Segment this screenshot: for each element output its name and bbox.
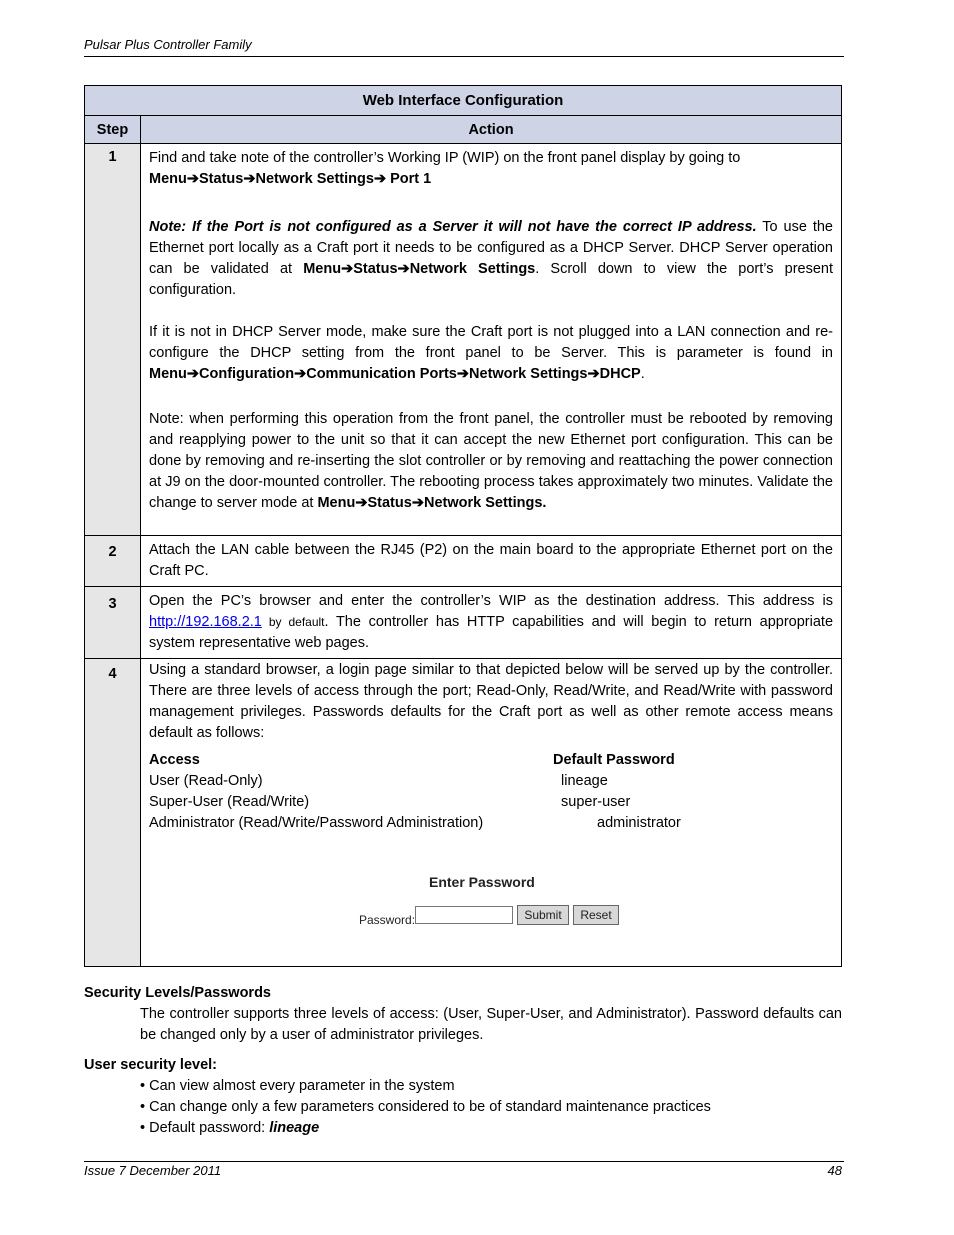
default-password: administrator <box>597 815 681 831</box>
user-security-heading: User security level: <box>84 1057 217 1073</box>
web-interface-config-table <box>84 85 842 967</box>
column-header-step: Step <box>85 116 141 144</box>
arrow-right-icon: ➔ <box>243 171 256 187</box>
arrow-right-icon: ➔ <box>373 171 387 187</box>
security-levels-heading: Security Levels/Passwords <box>84 985 271 1001</box>
step1-paragraph: Find and take note of the controller’s Working IP (WIP) on the front panel display by going to Menu➔Status➔Network Settings➔ Port 1 <box>149 150 741 187</box>
arrow-right-icon: ➔ <box>294 366 307 382</box>
arrow-right-icon: ➔ <box>397 261 410 277</box>
step-number: 1 <box>85 144 141 536</box>
access-column-header: Access <box>149 752 200 768</box>
footer-issue: Issue 7 December 2011 <box>84 1163 222 1178</box>
arrow-right-icon: ➔ <box>186 171 200 187</box>
step-action: Attach the LAN cable between the RJ45 (P2) on the main board to the appropriate Ethernet port on the Craft PC. <box>141 536 842 587</box>
password-input[interactable] <box>415 906 513 924</box>
running-header: Pulsar Plus Controller Family <box>84 37 252 52</box>
figure-gap-mask <box>318 960 665 963</box>
footer-rule <box>84 1161 844 1162</box>
list-item: • Can view almost every parameter in the system <box>140 1076 711 1097</box>
page-number: 48 <box>827 1163 842 1178</box>
list-item: • Default password: lineage <box>140 1118 711 1139</box>
password-column-header: Default Password <box>553 752 675 768</box>
step-action: Open the PC’s browser and enter the controller’s WIP as the destination address. This address is http://192.168.2.1 by default. The controller has HTTP capabilities and will begin to return appropriate system representative web pages. <box>141 587 842 659</box>
table-title: Web Interface Configuration <box>85 86 842 116</box>
arrow-right-icon: ➔ <box>456 366 470 382</box>
security-levels-paragraph: The controller supports three levels of access: (User, Super-User, and Administrator). Password defaults can be changed only by a user of administrator privileges. <box>140 1006 842 1043</box>
column-header-action: Action <box>141 116 842 144</box>
access-level: Administrator (Read/Write/Password Administration) <box>149 815 484 831</box>
table-row-step-3 <box>85 587 842 659</box>
login-form-screenshot <box>149 834 833 954</box>
step1-reboot-paragraph: Note: when performing this operation from the front panel, the controller must be rebooted by removing and reapplying power to the unit so that it can accept the new Ethernet port configuration. This can be done by removing and re-inserting the slot controller or by removing and reattaching the power connection at J9 on the door-mounted controller. The rebooting process takes approximately two minutes. Validate the change to server mode at Menu➔Status➔Network Settings. <box>149 411 833 511</box>
list-item: • Can change only a few parameters considered to be of standard maintenance practices <box>140 1097 711 1118</box>
default-password: lineage <box>561 773 608 789</box>
step-number: 2 <box>85 536 141 587</box>
access-level: Super-User (Read/Write) <box>149 794 310 810</box>
step1-note-paragraph: Note: If the Port is not configured as a Server it will not have the correct IP address. To use the Ethernet port locally as a Craft port it needs to be configured as a DHCP Server. DHCP Server operation can be validated at Menu➔Status➔Network Settings. Scroll down to view the port’s present configuration. <box>149 219 833 298</box>
access-level: User (Read-Only) <box>149 773 263 789</box>
arrow-right-icon: ➔ <box>341 261 354 277</box>
table-row-step-2 <box>85 536 842 587</box>
arrow-right-icon: ➔ <box>587 366 600 382</box>
submit-button[interactable]: Submit <box>517 905 569 925</box>
step-action: Using a standard browser, a login page similar to that depicted below will be served up by the controller. There are three levels of access through the port; Read-Only, Read/Write, and Read/Write with password management privileges. Passwords defaults for the Craft port as well as other remote access means default as follows: Access Default Password User (Read-Only) lineage Super-User (Read/Write) super-user Administrator (Read/Write/Password Administration) administrator Enter Password Password: Submit Reset <box>141 659 842 967</box>
step1-dhcp-paragraph: If it is not in DHCP Server mode, make sure the Craft port is not plugged into a LAN connection and re-configure the DHCP setting from the front panel to be Server. This is parameter is found in Menu➔Configuration➔Communication Ports➔Network Settings➔DHCP. <box>149 324 833 382</box>
user-security-list <box>140 1076 711 1139</box>
step-number: 3 <box>85 587 141 659</box>
arrow-right-icon: ➔ <box>411 495 424 511</box>
step-number: 4 <box>85 659 141 967</box>
table-row-step-1 <box>85 144 842 536</box>
arrow-right-icon: ➔ <box>355 495 368 511</box>
reset-button[interactable]: Reset <box>573 905 619 925</box>
step-action <box>141 144 842 536</box>
default-password: super-user <box>561 794 631 810</box>
login-title: Enter Password <box>429 874 535 890</box>
table-row-step-4 <box>85 659 842 967</box>
password-label: Password: <box>359 913 416 927</box>
header-rule <box>84 56 844 57</box>
default-password-value: lineage <box>269 1120 320 1136</box>
default-password-list <box>149 750 833 834</box>
wip-address-link[interactable]: http://192.168.2.1 <box>149 614 262 630</box>
arrow-right-icon: ➔ <box>186 366 200 382</box>
